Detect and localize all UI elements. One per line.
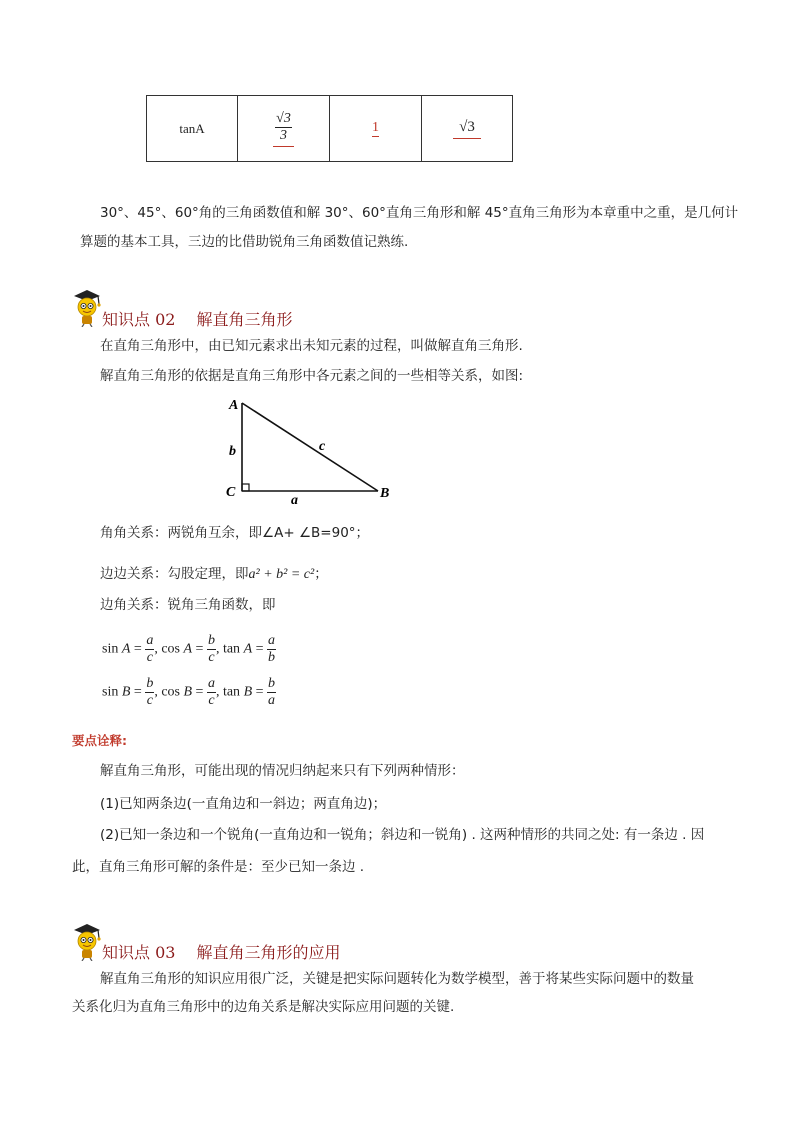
side-c-label: c xyxy=(319,439,326,454)
tan-label: tanA xyxy=(179,120,205,136)
frac-num: √3 xyxy=(276,110,291,126)
vertex-C-label: C xyxy=(226,485,236,500)
side-b-label: b xyxy=(229,444,236,459)
intro-line-2: 算题的基本工具，三边的比借助锐角三角函数值记熟练. xyxy=(80,234,409,250)
side-relation-suffix: ； xyxy=(314,566,328,582)
vertex-A-label: A xyxy=(229,398,239,413)
intro-line-1: 30°、45°、60°角的三角函数值和解 30°、60°直角三角形和解 45°直角三角形为本章重中之重，是几何计 xyxy=(100,205,739,221)
pythagoras-formula: a² + b² = c² xyxy=(248,567,315,582)
right-triangle-diagram xyxy=(222,393,402,505)
key-point-3-line-2: 此，直角三角形可解的条件是：至少已知一条边 . xyxy=(72,859,365,875)
side-relation-text: 边边关系：勾股定理，即 xyxy=(100,566,249,582)
professor-mascot-icon xyxy=(70,287,104,327)
angle-relation: 角角关系：两锐角互余，即∠A+ ∠B=90°； xyxy=(100,525,370,541)
value-45: 1 xyxy=(372,120,379,135)
formula-line-B: sin B = $\frac{b}{c}$ , cos B = $\frac{a}{c}$ , tan B = $\frac{b}{a}$ xyxy=(102,676,276,708)
vertex-B-label: B xyxy=(380,486,390,501)
side-relation xyxy=(100,560,328,589)
frac-30 xyxy=(275,111,292,144)
professor-mascot-icon xyxy=(70,921,104,961)
key-point-3-line-1: (2)已知一条边和一个锐角(一直角边和一锐角；斜边和一锐角) . 这两种情形的共同之处: 有一条边 . 因 xyxy=(100,827,705,843)
section-3-line-2: 关系化归为直角三角形中的边角关系是解决实际应用问题的关键. xyxy=(72,999,455,1015)
side-angle-relation: 边角关系：锐角三角函数，即 xyxy=(100,597,276,613)
section-3-title: 知识点 03 解直角三角形的应用 xyxy=(102,943,341,962)
table-cell-45 xyxy=(330,96,422,162)
formula-line-A: sin A = $\frac{a}{c}$ , cos A = $\frac{b}{c}$ , tan A = $\frac{a}{b}$ xyxy=(102,633,276,665)
section-2-p2: 解直角三角形的依据是直角三角形中各元素之间的一些相等关系，如图: xyxy=(100,368,524,384)
trig-values-table xyxy=(146,95,513,162)
key-point-2: (1)已知两条边(一直角边和一斜边；两直角边)； xyxy=(100,796,387,812)
value-60: √3 xyxy=(453,119,481,139)
section-2-title: 知识点 02 解直角三角形 xyxy=(102,310,293,329)
side-a-label: a xyxy=(291,493,298,505)
table-cell-30 xyxy=(238,96,330,162)
table-row xyxy=(147,96,513,162)
section-2-p1: 在直角三角形中，由已知元素求出未知元素的过程，叫做解直角三角形. xyxy=(100,338,523,354)
section-3-line-1: 解直角三角形的知识应用很广泛，关键是把实际问题转化为数学模型，善于将某些实际问题中的数量 xyxy=(100,971,694,987)
frac-den: 3 xyxy=(280,127,287,143)
table-cell-label xyxy=(147,96,238,162)
table-cell-60 xyxy=(422,96,513,162)
key-points-label: 要点诠释: xyxy=(72,733,127,748)
key-point-1: 解直角三角形，可能出现的情况归纳起来只有下列两种情形： xyxy=(100,763,465,779)
